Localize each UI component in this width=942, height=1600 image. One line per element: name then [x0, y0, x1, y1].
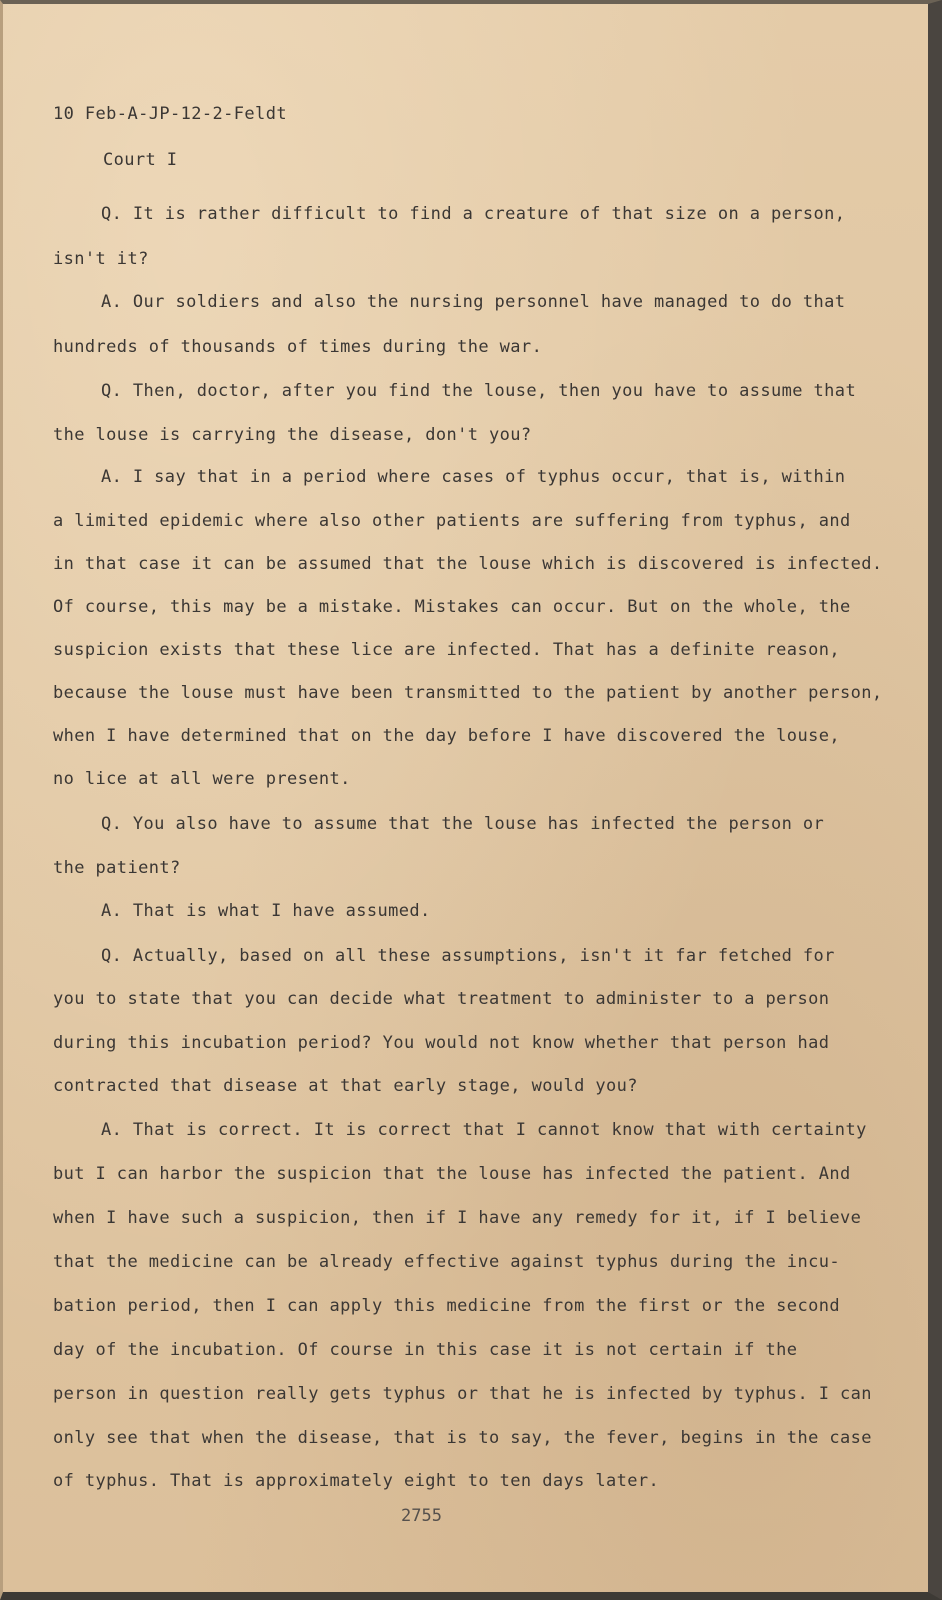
transcript-line: contracted that disease at that early stage, would you? [53, 1076, 638, 1096]
transcript-line: that the medicine can be already effective against typhus during the incu- [53, 1252, 840, 1272]
transcript-line: suspicion exists that these lice are infected. That has a definite reason, [53, 640, 840, 660]
transcript-line: a limited epidemic where also other patients are suffering from typhus, and [53, 511, 851, 531]
transcript-line: the patient? [53, 858, 181, 878]
transcript-line: no lice at all were present. [53, 769, 351, 789]
transcript-line: hundreds of thousands of times during the war. [53, 337, 543, 357]
transcript-line: when I have such a suspicion, then if I have any remedy for it, if I believe [53, 1208, 862, 1228]
transcript-line: the louse is carrying the disease, don't you? [53, 425, 532, 445]
transcript-line: A. That is what I have assumed. [101, 901, 431, 921]
transcript-line: of typhus. That is approximately eight to ten days later. [53, 1471, 660, 1491]
transcript-line: A. That is correct. It is correct that I cannot know that with certainty [101, 1120, 867, 1140]
transcript-line: because the louse must have been transmitted to the patient by another person, [53, 683, 883, 703]
transcript-line: only see that when the disease, that is to say, the fever, begins in the case [53, 1428, 872, 1448]
transcript-line: day of the incubation. Of course in this case it is not certain if the [53, 1340, 798, 1360]
transcript-line: bation period, then I can apply this medicine from the first or the second [53, 1296, 840, 1316]
transcript-line: A. Our soldiers and also the nursing personnel have managed to do that [101, 292, 846, 312]
transcript-line: when I have determined that on the day before I have discovered the louse, [53, 726, 840, 746]
transcript-line: during this incubation period? You would not know whether that person had [53, 1033, 830, 1053]
transcript-line: in that case it can be assumed that the louse which is discovered is infected. [53, 554, 883, 574]
document-id: 10 Feb-A-JP-12-2-Feldt [53, 104, 287, 124]
page-number: 2755 [401, 1506, 442, 1526]
court-label: Court I [103, 150, 178, 170]
transcript-line: Q. It is rather difficult to find a creature of that size on a person, [101, 204, 846, 224]
transcript-line: Q. You also have to assume that the louse has infected the person or [101, 814, 825, 834]
transcript-line: isn't it? [53, 249, 149, 269]
transcript-line: person in question really gets typhus or that he is infected by typhus. I can [53, 1384, 872, 1404]
transcript-line: Q. Then, doctor, after you find the louse, then you have to assume that [101, 381, 857, 401]
transcript-line: Q. Actually, based on all these assumptions, isn't it far fetched for [101, 946, 835, 966]
transcript-line: A. I say that in a period where cases of typhus occur, that is, within [101, 467, 846, 487]
transcript-line: Of course, this may be a mistake. Mistakes can occur. But on the whole, the [53, 597, 851, 617]
transcript-line: but I can harbor the suspicion that the louse has infected the patient. And [53, 1164, 851, 1184]
transcript-line: you to state that you can decide what treatment to administer to a person [53, 989, 830, 1009]
